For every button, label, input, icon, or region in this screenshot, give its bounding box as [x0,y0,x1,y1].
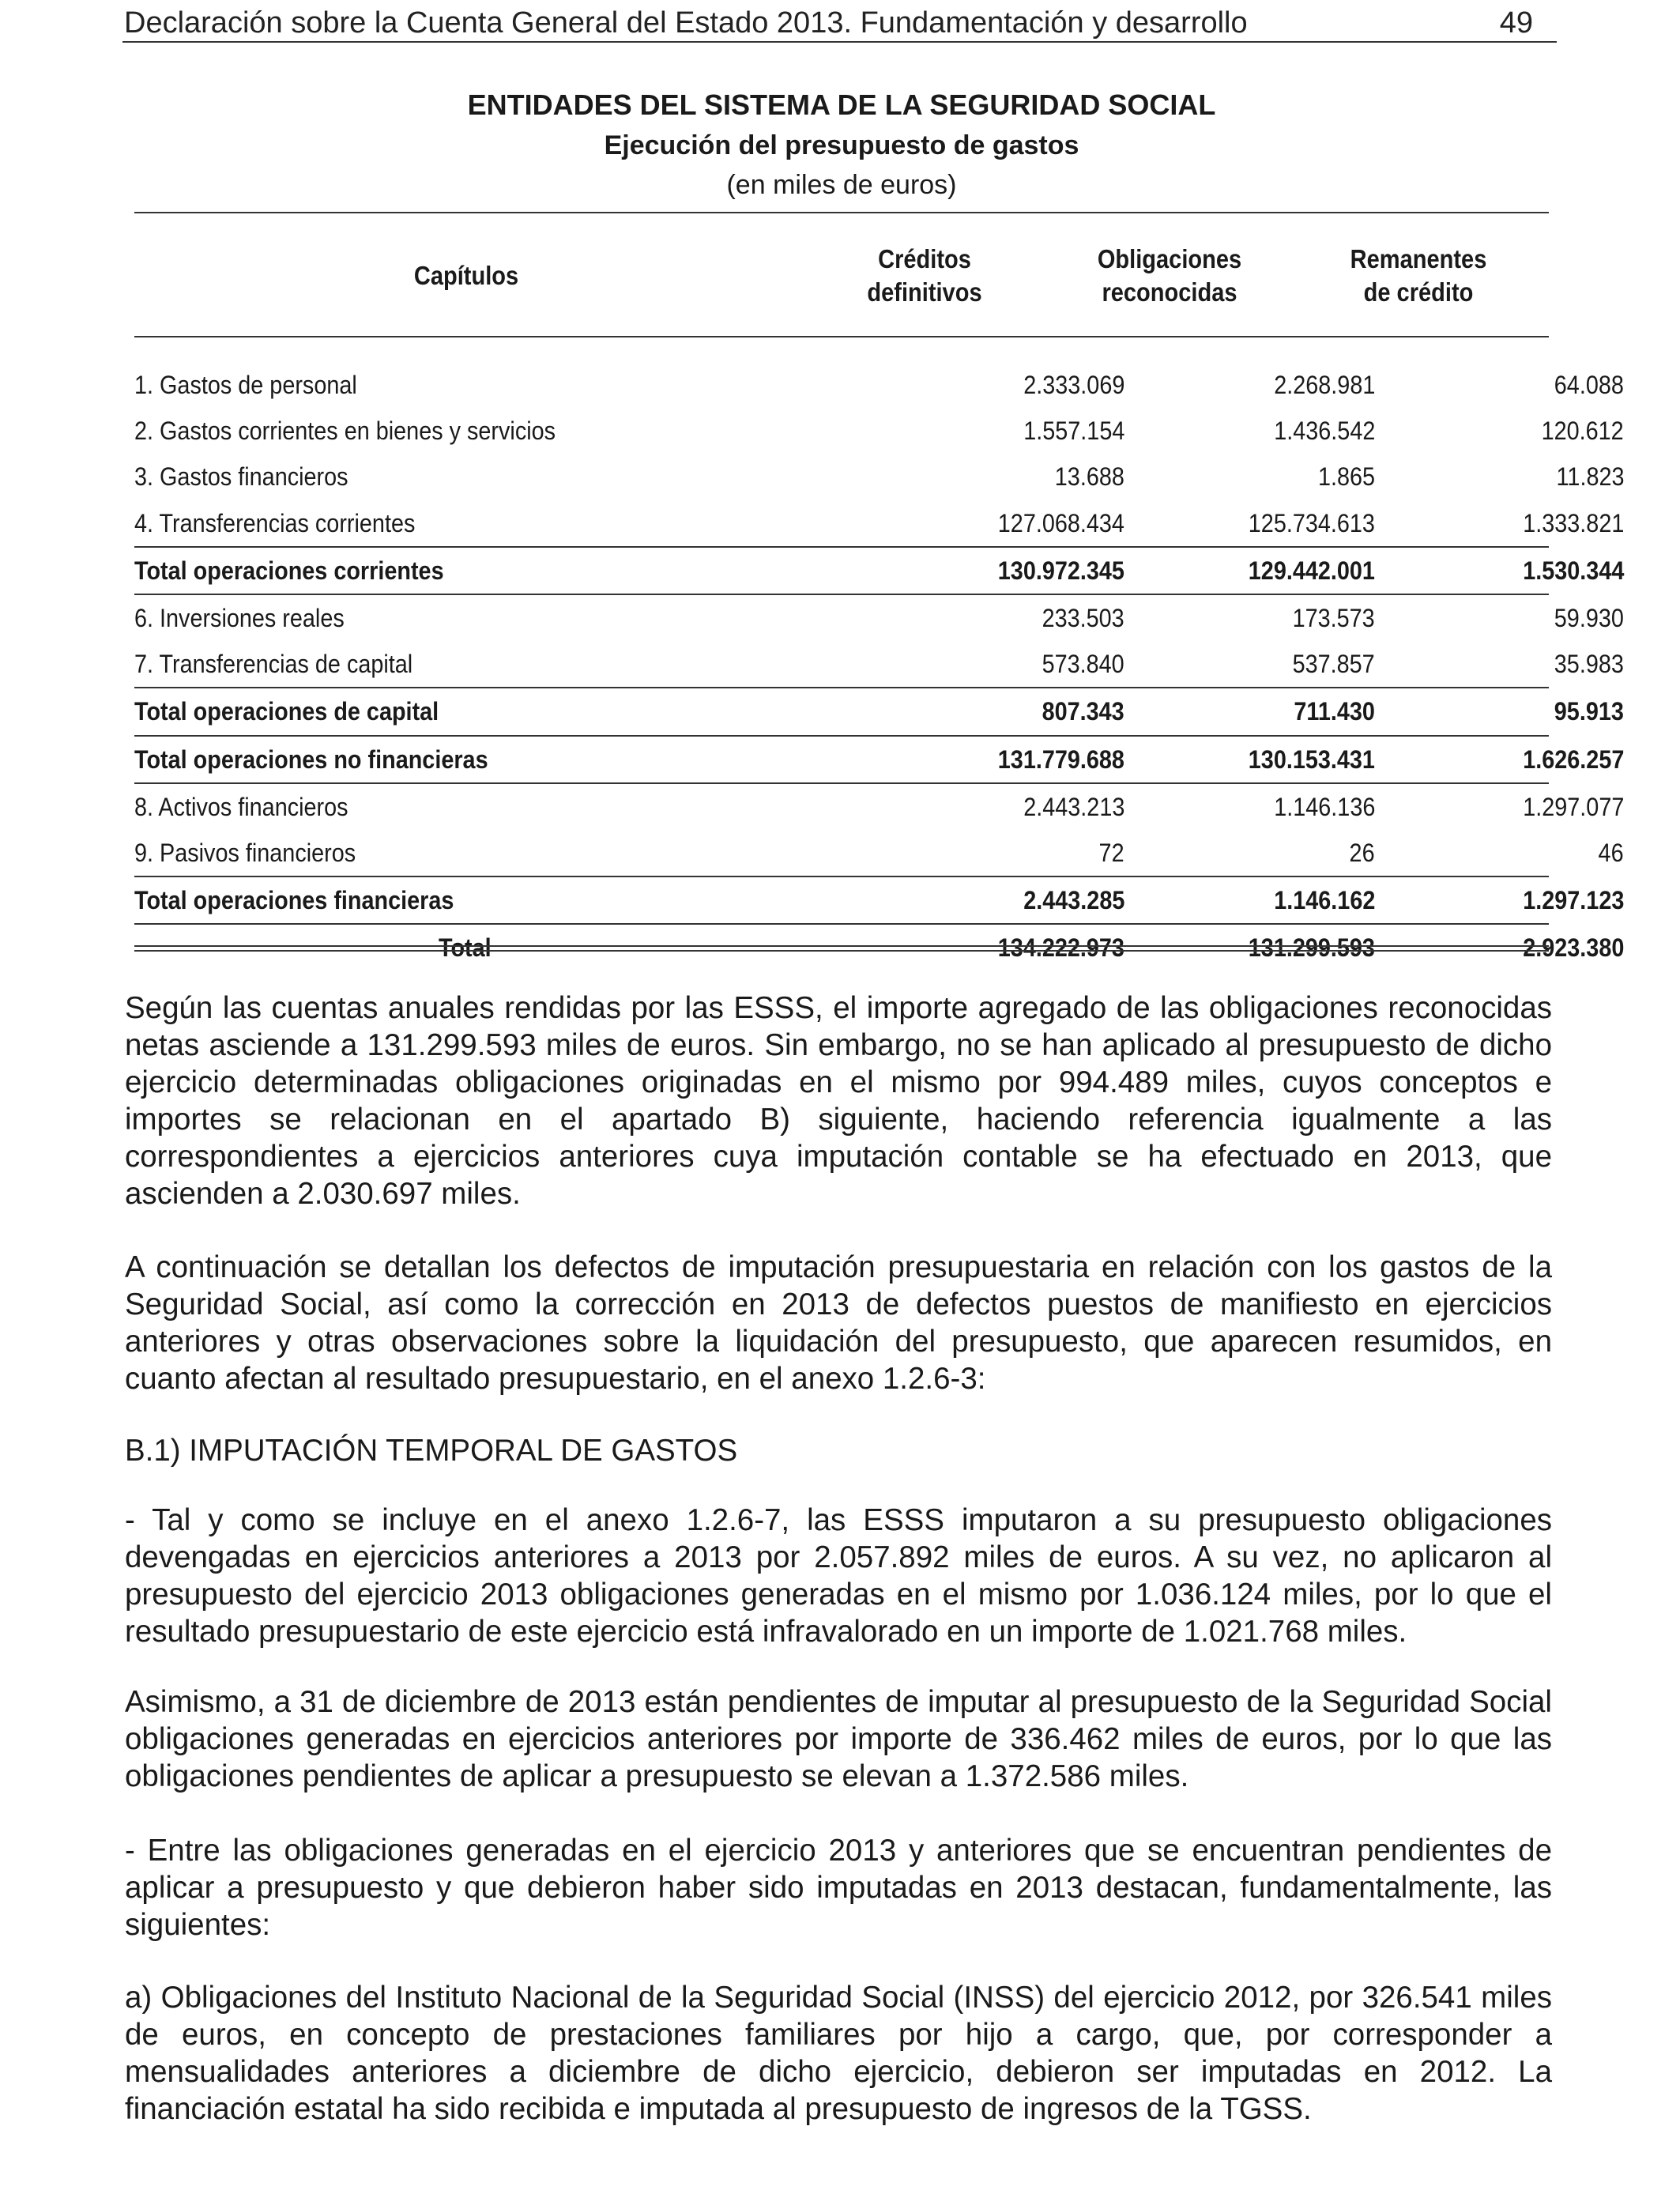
paragraph-2: A continuación se detallan los defectos de imputación presupuestaria en relación con los gastos de la Seguridad Social, así como la corrección en 2013 de defectos puestos de manifiesto en ejercicios anteriores y otras observaciones sobre la liquidación del presupuesto, que aparecen resumidos, en cuanto afectan al resultado presupuestario, en el anexo 1.2.6-3: [125,1250,1552,1396]
running-header [122,5,1557,43]
column-header-creditos: Créditos definitivos [867,244,982,307]
paragraph-4: Asimismo, a 31 de diciembre de 2013 están pendientes de imputar al presupuesto de la Seguridad Social obligaciones generadas en ejercicios anteriores por importe de 336.462 miles de euros, por lo que las obligaciones pendientes de aplicar a presupuesto se elevan a 1.372.586 miles. [125,1685,1552,1793]
table-subtotal-row: Total operaciones no financieras 131.779.688 130.153.431 1.626.257 [134,735,1549,782]
budget-table [134,362,1624,971]
table-row: 9. Pasivos financieros 72 26 46 [134,838,1624,867]
table-row: 8. Activos financieros 2.443.213 1.146.136 1.297.077 [134,782,1549,830]
table-row: 3. Gastos financieros 13.688 1.865 11.823 [134,462,1624,492]
table-row: 1. Gastos de personal 2.333.069 2.268.981 64.088 [134,371,1624,399]
column-header-capitulos: Capítulos [413,261,519,290]
paragraph-6: a) Obligaciones del Instituto Nacional de la Seguridad Social (INSS) del ejercicio 2012, por 326.541 miles de euros, en concepto de prestaciones familiares por hijo a cargo, que, por corresponder a mensualidades anteriores a diciembre de dicho ejercicio, debieron ser imputadas en 2012. La financiación estatal ha sido recibida e imputada al presupuesto de ingresos de la TGSS. [125,1981,1552,2126]
paragraph-1: Según las cuentas anuales rendidas por las ESSS, el importe agregado de las obligaciones reconocidas netas asciende a 131.299.593 miles de euros. Sin embargo, no se han aplicado al presupuesto de dicho ejercicio determinadas obligaciones originadas en el mismo por 994.489 miles, cuyos conceptos e importes se relacionan en el apartado B) siguiente, haciendo referencia igualmente a las correspondientes a ejercicios anteriores cuya imputación contable se ha efectuado en 2013, que ascienden a 2.030.697 miles. [125,991,1552,1211]
paragraph-5: - Entre las obligaciones generadas en el ejercicio 2013 y anteriores que se encuentran pendientes de aplicar a presupuesto y que debieron haber sido imputadas en 2013 destacan, fundamentalmente, las siguientes: [125,1834,1552,1942]
table-title: ENTIDADES DEL SISTEMA DE LA SEGURIDAD SOCIAL [467,89,1216,121]
column-header-remanentes: Remanentes de crédito [1350,244,1487,307]
table-total-row: Total 134.222.973 131.299.593 2.923.380 [134,923,1549,971]
table-subtotal-row: Total operaciones corrientes 130.972.345 129.442.001 1.530.344 [134,546,1549,594]
table-row: 6. Inversiones reales 233.503 173.573 59.930 [134,594,1549,641]
table-subtitle: Ejecución del presupuesto de gastos [604,130,1079,160]
table-row: 4. Transferencias corrientes 127.068.434 125.734.613 1.333.821 [134,508,1624,537]
table-units: (en miles de euros) [726,170,957,200]
paragraph-3: - Tal y como se incluye en el anexo 1.2.6-7, las ESSS imputaron a su presupuesto obligaciones devengadas en ejercicios anteriores a 2013 por 2.057.892 miles de euros. A su vez, no aplicaron al presupuesto del ejercicio 2013 obligaciones generadas en el mismo por 1.036.124 miles, por lo que el resultado presupuestario de este ejercicio está infravalorado en un importe de 1.021.768 miles. [125,1503,1552,1649]
table-row: 7. Transferencias de capital 573.840 537.857 35.983 [134,650,1624,679]
page-number: 49 [1499,6,1533,40]
table-subtotal-row: Total operaciones financieras 2.443.285 1.146.162 1.297.123 [134,876,1549,923]
section-heading: B.1) IMPUTACIÓN TEMPORAL DE GASTOS [125,1434,738,1468]
table-subtotal-row: Total operaciones de capital 807.343 711.430 95.913 [134,687,1549,734]
running-header-title: Declaración sobre la Cuenta General del Estado 2013. Fundamentación y desarrollo [124,6,1248,40]
table-bottom-double-rule [134,945,1549,952]
table-row: 2. Gastos corrientes en bienes y servicios 1.557.154 1.436.542 120.612 [134,417,1624,446]
column-header-obligaciones: Obligaciones reconocidas [1097,244,1242,307]
table-header-rule [134,336,1549,337]
table-top-rule [134,212,1549,213]
